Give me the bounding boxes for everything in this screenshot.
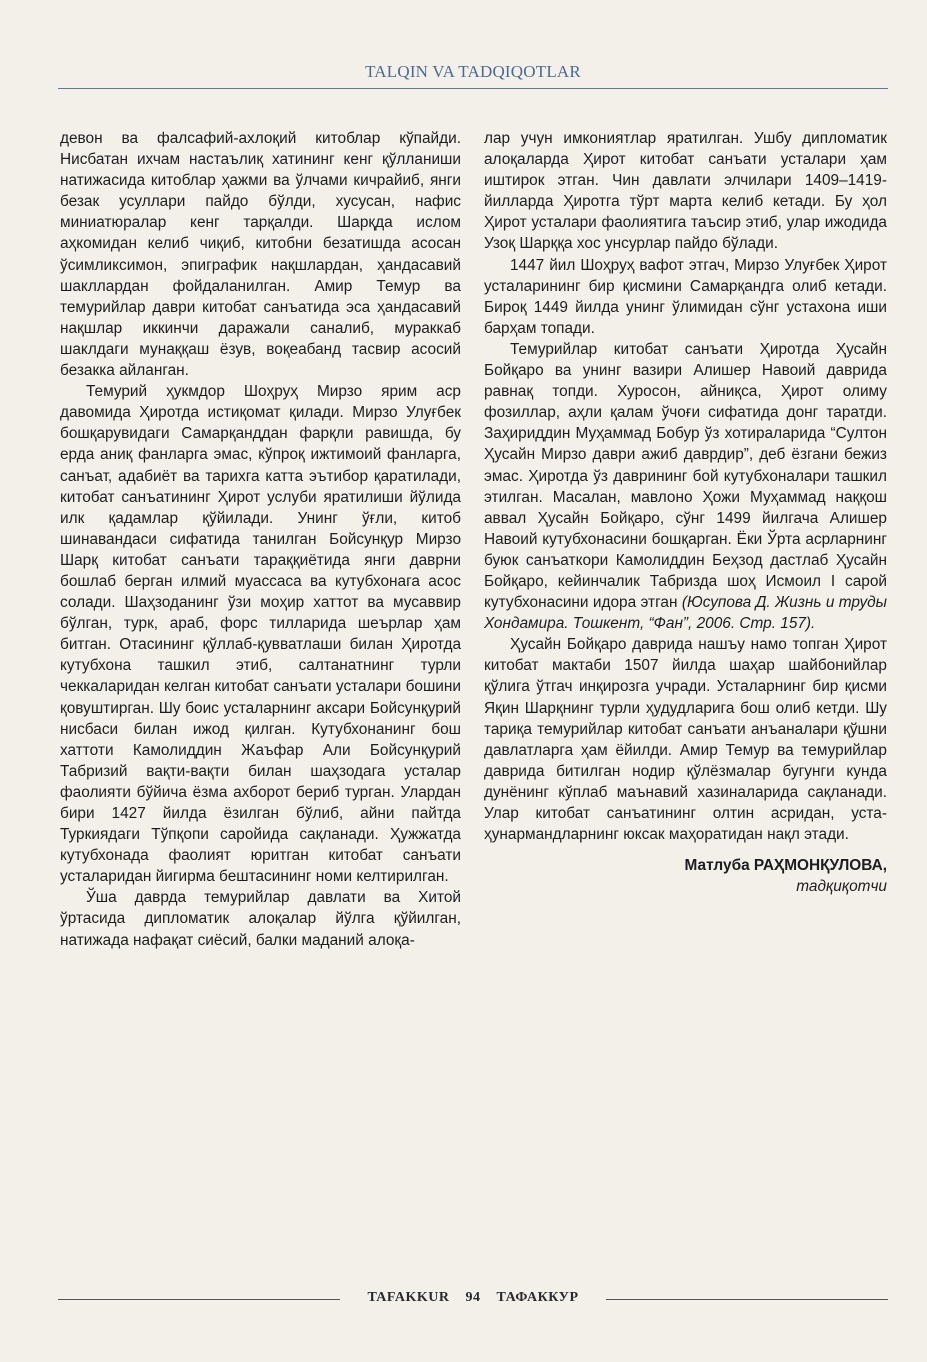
author-name: Матлуба РАҲМОНҚУЛОВА, — [684, 857, 887, 875]
footer-title-cyrillic: ТАФАККУР — [496, 1290, 579, 1305]
footer-center — [350, 1290, 596, 1306]
footer-title-latin: TAFAKKUR — [367, 1290, 450, 1305]
left-column — [60, 128, 461, 951]
paragraph: Ўша даврда темурийлар давлати ва Хитой ўртасида дипломатик алоқалар йўлга қўйилган, натижада нафақат сиёсий, балки маданий алоқа- — [60, 889, 461, 949]
author-role: тадқиқотчи — [796, 878, 887, 896]
paragraph: 1447 йил Шоҳруҳ вафот этгач, Мирзо Улуғбек Ҳирот усталарининг бир қисмини Самарқандга олиб кетади. Бироқ 1449 йилда унинг ўлимидан сўнг устахона иши барҳам топади. — [484, 256, 887, 337]
running-header: TALQIN VA TADQIQOTLAR — [365, 62, 581, 81]
footer-rule-right — [606, 1299, 888, 1300]
header-rule — [58, 88, 888, 89]
page-footer — [58, 1290, 888, 1310]
citation: (Юсупова Д. Жизнь и труды Хондамира. Тошкент, “Фан”, 2006. Стр. 157). — [484, 594, 887, 633]
paragraph-text: Темурийлар китобат санъати Ҳиротда Ҳусайн Бойқаро ва унинг вазири Алишер Навоий даврида равнақ топди. Хуросон, айниқса, Ҳирот олиму фозиллар, аҳли қалам ўчоғи сифатида донг таратди. Заҳириддин Муҳаммад Бобур ўз хотираларида “Султон Ҳусайн Мирзо даври ажиб даврдир”, деб ёзгани бежиз эмас. Ҳиротда ўз даврининг бой кутубхоналари ташкил этилган. Масалан, мавлоно Ҳожи Муҳаммад наққош аввал Ҳусайн Бойқаро, сўнг 1499 йилгача Алишер Навоий кутубхонасини бошқарган. Ёки Ўрта асрларнинг буюк санъаткори Камолиддин Беҳзод дастлаб Ҳусайн Бойқаро, кейинчалик Табризда шоҳ Исмоил I сарой кутубхонасини идора этган — [484, 340, 887, 612]
paragraph: девон ва фалсафий-ахлоқий китоблар кўпайди. Нисбатан ихчам настаълиқ хатининг кенг қўлланиши натижасида китоблар ҳажми ва ўлчами кичрайиб, янги безак усуллари пайдо бўлди, хусусан, нафис миниатюралар кенг тарқалди. Шарқда ислом аҳкомидан келиб чиқиб, китобни безатишда асосан ўсимликсимон, эпиграфик нақшлардан, ҳандасавий шакллардан фойдаланилган. Амир Темур ва темурийлар даври китобат санъатида эса ҳандасавий нақшлар иккинчи даражали саналиб, мураккаб шаклдаги мунаққаш ёзув, воқеабанд тасвир асосий безакка айланган. — [60, 130, 461, 380]
signature-block — [484, 855, 887, 897]
paragraph: лар учун имкониятлар яратилган. Ушбу дипломатик алоқаларда Ҳирот китобат санъати усталари ҳам иштирок этган. Чин давлати элчилари 1409–1419-йилларда Ҳиротга тўрт марта келиб кетади. Бу ҳол Ҳирот усталари фаолиятига таъсир этиб, улар ижодида Узоқ Шарққа хос унсурлар пайдо бўлади. — [484, 130, 887, 253]
page-number: 94 — [465, 1290, 481, 1305]
paragraph: Темурий ҳукмдор Шоҳруҳ Мирзо ярим аср давомида Ҳиротда истиқомат қилади. Мирзо Улуғбек бошқарувидаги Самарқанддан фарқли равишда, бу ерда аниқ фанларга эмас, кўпроқ ижтимоий фанларга, санъат, адабиёт ва тарихга катта эътибор қаратилади, китобат санъатининг Ҳирот услуби яратилиши йўлида илк қадамлар қўйилади. Унинг ўғли, китоб шинавандаси сифатида танилган Бойсунқур Мирзо Шарқ китобат санъати тараққиётида янги даврни бошлаб берган илмий муассаса ва кутубхонага асос солади. Шаҳзоданинг ўзи моҳир хаттот ва мусаввир бўлган, турк, араб, форс тилларида шеърлар ҳам битган. Отасининг қўллаб-қувватлаши билан Ҳиротда кутубхона ташкил этиб, салтанатнинг турли чеккаларидан келган китобат санъати усталари бошини қовуштирган. Шу боис усталарнинг аксари Бойсунқурий нисбаси билан ижод қилган. Кутубхонанинг бош хаттоти Камолиддин Жаъфар Али Бойсунқурий Табризий вақти-вақти билан шаҳзодага усталар фаолияти бўйича ёзма ахборот бериб турган. Улардан бири 1427 йилда ёзилган бўлиб, айни пайтда Туркиядаги Тўпқопи саройида сақланади. Ҳужжатда кутубхонада фаолият юритган китобат санъати усталаридан йигирма бештасининг номи келтирилган. — [60, 383, 461, 886]
paragraph-with-citation — [484, 339, 887, 634]
footer-rule-left — [58, 1299, 340, 1300]
paragraph: Ҳусайн Бойқаро даврида нашъу намо топган Ҳирот китобат мактаби 1507 йилда шаҳар шайбонийлар қўлига ўтгач инқирозга учради. Усталарнинг бир қисми Яқин Шарқнинг турли ҳудудларига бош олиб кетди. Шу тариқа темурийлар китобат санъати анъаналари қўшни давлатларга ҳам ёйилди. Амир Темур ва темурийлар даврида битилган нодир қўлёзмалар бугунги кунда дунёнинг кўплаб маънавий хазиналарида сақланади. Улар китобат санъатининг олтин асридан, уста-ҳунармандларнинг юксак маҳоратидан нақл этади. — [484, 636, 887, 844]
right-column — [484, 128, 887, 897]
